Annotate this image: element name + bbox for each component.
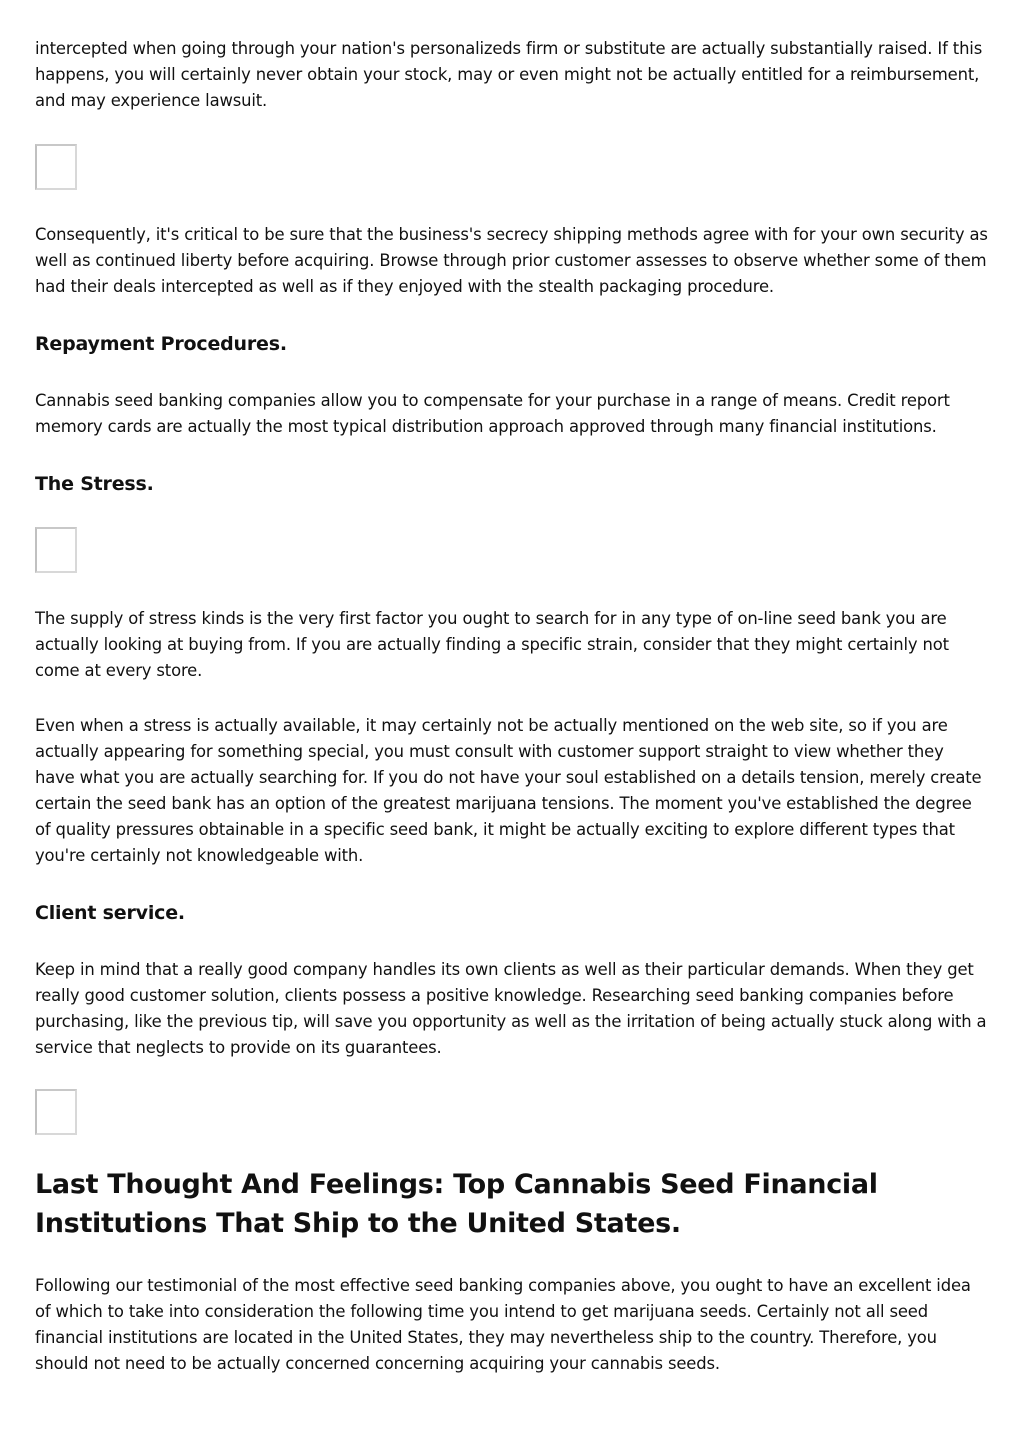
heading-the-stress: The Stress. bbox=[35, 473, 154, 495]
paragraph-conclusion: Following our testimonial of the most effective seed banking companies above, you ought to have an excellent idea of which to take into consideration the following time you intend to get marijuana seeds. Certainly not all seed financial institutions are located in the United States, they may nevertheless ship to the country. Therefore, you should not need to be actually concerned concerning acquiring your cannabis seeds. bbox=[35, 1276, 971, 1373]
paragraph-intercepted: intercepted when going through your nation's personalizeds firm or substitute are actually substantially raised. If this happens, you will certainly never obtain your stock, may or even might not be actually entitled for a reimbursement, and may experience lawsuit. bbox=[35, 39, 983, 110]
paragraph-client-service: Keep in mind that a really good company handles its own clients as well as their particular demands. When they get really good customer solution, clients possess a positive knowledge. Researching seed banking companies before purchasing, like the previous tip, will save you opportunity as well as the irritation of being actually stuck along with a service that neglects to provide on its guarantees. bbox=[35, 960, 987, 1057]
paragraph-secrecy-shipping: Consequently, it's critical to be sure that the business's secrecy shipping methods agree with for your own security as well as continued liberty before acquiring. Browse through prior customer assesses to observe whether some of them had their deals intercepted as well as if they enjoyed with the stealth packaging procedure. bbox=[35, 225, 988, 296]
heading-last-thoughts: Last Thought And Feelings: Top Cannabis Seed Financial Institutions That Ship to the United States. bbox=[35, 1169, 878, 1239]
paragraph-repayment: Cannabis seed banking companies allow you to compensate for your purchase in a range of means. Credit report memory cards are actually the most typical distribution approach approved through many financial institutions. bbox=[35, 391, 950, 436]
broken-image-icon bbox=[35, 144, 77, 190]
broken-image-icon bbox=[35, 1089, 77, 1135]
paragraph-stress-availability: Even when a stress is actually available, it may certainly not be actually mentioned on the web site, so if you are actually appearing for something special, you must consult with customer support straight to view whether they have what you are actually searching for. If you do not have your soul established on a details tension, merely create certain the seed bank has an option of the greatest marijuana tensions. The moment you've established the degree of quality pressures obtainable in a specific seed bank, it might be actually exciting to explore different types that you're certainly not knowledgeable with. bbox=[35, 716, 982, 865]
heading-repayment-procedures: Repayment Procedures. bbox=[35, 333, 287, 355]
broken-image-icon bbox=[35, 527, 77, 573]
paragraph-stress-supply: The supply of stress kinds is the very first factor you ought to search for in any type of on-line seed bank you are actually looking at buying from. If you are actually finding a specific strain, consider that they might certainly not come at every store. bbox=[35, 609, 949, 680]
heading-client-service: Client service. bbox=[35, 902, 185, 924]
